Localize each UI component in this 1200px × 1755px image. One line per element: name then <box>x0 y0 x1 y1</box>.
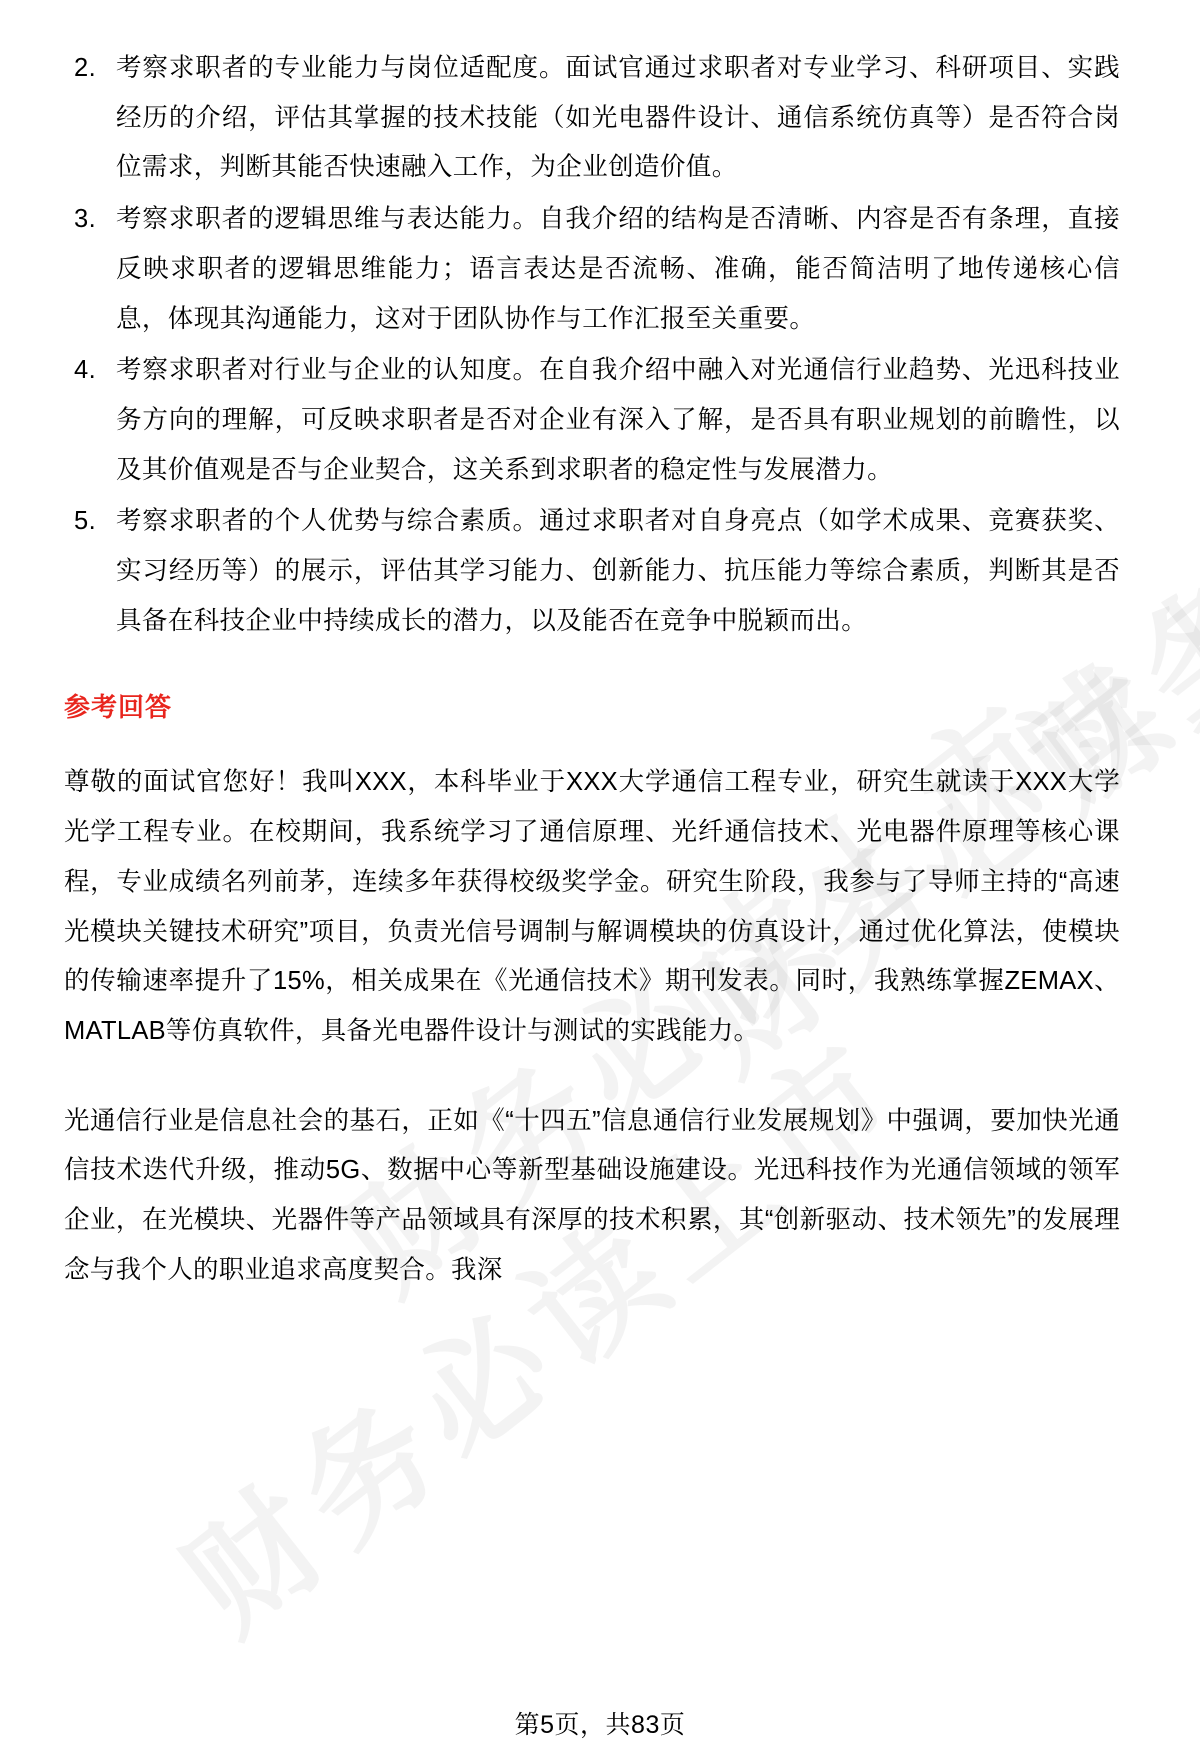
list-item-number: 2. <box>74 54 97 82</box>
list-item-text: 考察求职者的专业能力与岗位适配度。面试官通过求职者对专业学习、科研项目、实践经历的介绍，评估其掌握的技术技能（如光电器件设计、通信系统仿真等）是否符合岗位需求，判断其能否快速融入工作，为企业创造价值。 <box>116 54 1120 182</box>
list-item-number: 4. <box>74 356 97 385</box>
list-item <box>64 44 1120 193</box>
list-item-text: 考察求职者对行业与企业的认知度。在自我介绍中融入对光通信行业趋势、光迅科技业务方向的理解，可反映求职者是否对企业有深入了解，是否具有职业规划的前瞻性，以及其价值观是否与企业契合，这关系到求职者的稳定性与发展潜力。 <box>116 356 1120 484</box>
list-item-number: 3. <box>74 205 97 234</box>
reference-answer-heading: 参考回答 <box>64 691 173 722</box>
numbered-list <box>64 44 1120 647</box>
list-item-text: 考察求职者的个人优势与综合素质。通过求职者对自身亮点（如学术成果、竞赛获奖、实习经历等）的展示，评估其学习能力、创新能力、抗压能力等综合素质，判断其是否具备在科技企业中持续成长的潜力，以及能否在竞争中脱颖而出。 <box>116 507 1120 635</box>
list-item-text: 考察求职者的逻辑思维与表达能力。自我介绍的结构是否清晰、内容是否有条理，直接反映求职者的逻辑思维能力；语言表达是否流畅、准确，能否简洁明了地传递核心信息，体现其沟通能力，这对于团队协作与工作汇报至关重要。 <box>116 205 1120 333</box>
answer-paragraph: 尊敬的面试官您好！我叫XXX，本科毕业于XXX大学通信工程专业，研究生就读于XXX大学光学工程专业。在校期间，我系统学习了通信原理、光纤通信技术、光电器件原理等核心课程，专业成绩名列前茅，连续多年获得校级奖学金。研究生阶段，我参与了导师主持的“高速光模块关键技术研究”项目，负责光信号调制与解调模块的仿真设计，通过优化算法，使模块的传输速率提升了15%，相关成果在《光通信技术》期刊发表。同时，我熟练掌握ZEMAX、MATLAB等仿真软件，具备光电器件设计与测试的实践能力。 <box>64 768 1120 1046</box>
list-item-number: 5. <box>74 507 97 536</box>
page-footer: 第5页，共83页 <box>514 1711 686 1739</box>
list-item <box>64 497 1120 646</box>
answer-paragraph: 光通信行业是信息社会的基石，正如《“十四五”信息通信行业发展规划》中强调，要加快光通信技术迭代升级，推动5G、数据中心等新型基础设施建设。光迅科技作为光通信领域的领军企业，在光模块、光器件等产品领域具有深厚的技术积累，其“创新驱动、技术领先”的发展理念与我个人的职业追求高度契合。我深 <box>64 1106 1120 1284</box>
document-content <box>64 44 1120 1296</box>
list-item <box>64 195 1120 344</box>
list-item <box>64 346 1120 495</box>
